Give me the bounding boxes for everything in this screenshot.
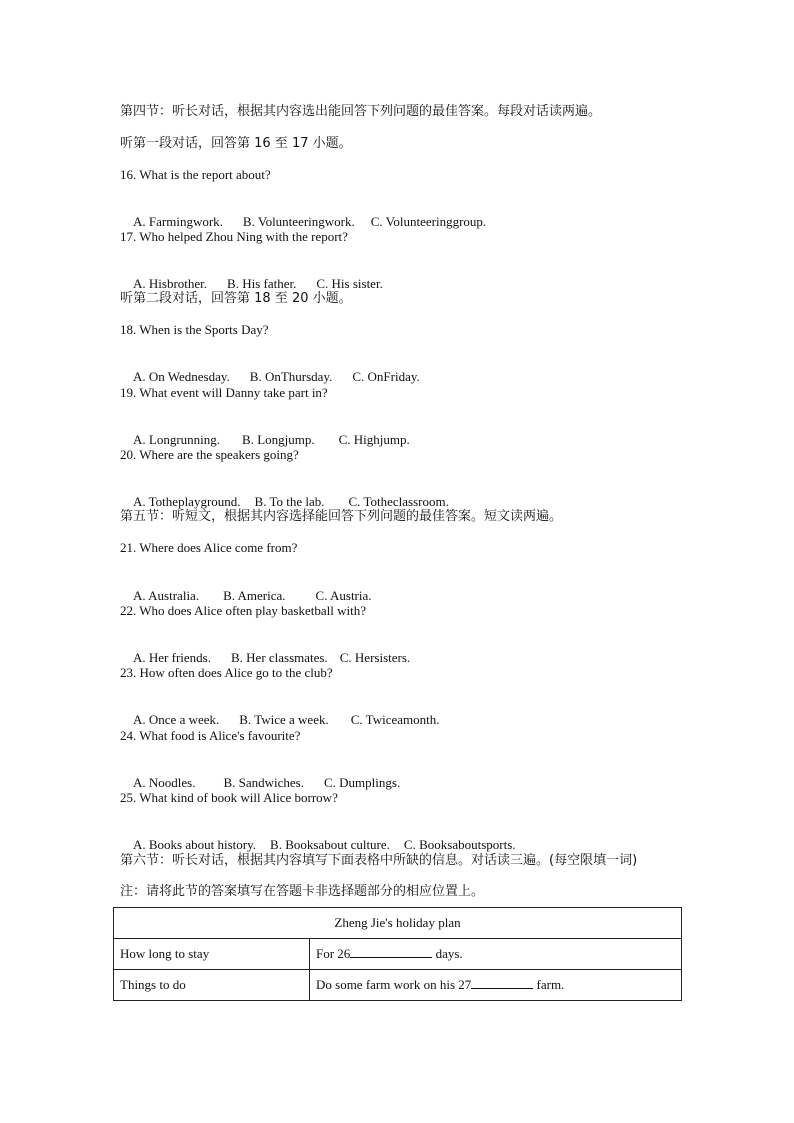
option-16-b: B. Volunteeringwork. xyxy=(242,214,355,229)
table-title-row xyxy=(114,908,682,939)
section4-heading: 第四节：听长对话，根据其内容选出能回答下列问题的最佳答案。每段对话读两遍。 xyxy=(120,104,602,119)
dialog2-instruction: 听第二段对话，回答第 18 至 20 小题。 xyxy=(120,291,352,306)
option-20-c: C. Totheclassroom. xyxy=(348,494,449,509)
option-18-c: C. OnFriday. xyxy=(352,369,420,384)
question-21: 21. Where does Alice come from? xyxy=(120,540,298,555)
option-22-b: B. Her classmates. xyxy=(230,650,328,665)
question-25: 25. What kind of book will Alice borrow? xyxy=(120,790,338,805)
option-25-c: C. Booksaboutsports. xyxy=(403,837,516,852)
option-23-c: C. Twiceamonth. xyxy=(350,712,440,727)
option-24-c: C. Dumplings. xyxy=(324,775,401,790)
option-20-a: A. Totheplayground. xyxy=(133,494,241,509)
option-18-a: A. On Wednesday. xyxy=(133,369,230,384)
answer-blank-26[interactable] xyxy=(350,946,432,958)
section6-heading: 第六节：听长对话，根据其内容填写下面表格中所缺的信息。对话读三遍。(每空限填一词) xyxy=(120,853,638,868)
option-23-b: B. Twice a week. xyxy=(239,712,329,727)
option-17-b: B. His father. xyxy=(227,276,297,291)
option-16-a: A. Farmingwork. xyxy=(133,214,223,229)
question-16: 16. What is the report about? xyxy=(120,167,271,182)
option-18-b: B. OnThursday. xyxy=(249,369,333,384)
answer-prefix-27: Do some farm work on his 27 xyxy=(316,977,472,992)
holiday-plan-table xyxy=(113,907,682,1001)
table-title: Zheng Jie's holiday plan xyxy=(114,908,682,939)
question-17: 17. Who helped Zhou Ning with the report? xyxy=(120,229,348,244)
row-label-how-long: How long to stay xyxy=(114,939,310,970)
row-value-things-to-do xyxy=(310,970,682,1001)
question-22: 22. Who does Alice often play basketball with? xyxy=(120,603,366,618)
question-24: 24. What food is Alice's favourite? xyxy=(120,728,301,743)
option-19-c: C. Highjump. xyxy=(338,432,410,447)
option-19-b: B. Longjump. xyxy=(242,432,315,447)
table-row xyxy=(114,970,682,1001)
table-row xyxy=(114,939,682,970)
answer-blank-27[interactable] xyxy=(471,977,533,989)
answer-prefix-26: For 26 xyxy=(316,946,351,961)
section5-heading: 第五节：听短文，根据其内容选择能回答下列问题的最佳答案。短文读两遍。 xyxy=(120,509,563,524)
option-22-a: A. Her friends. xyxy=(133,650,211,665)
row-value-how-long xyxy=(310,939,682,970)
option-25-a: A. Books about history. xyxy=(133,837,257,852)
question-23: 23. How often does Alice go to the club? xyxy=(120,665,333,680)
option-17-a: A. Hisbrother. xyxy=(133,276,208,291)
question-20: 20. Where are the speakers going? xyxy=(120,447,299,462)
option-21-c: C. Austria. xyxy=(315,588,372,603)
section6-note: 注：请将此节的答案填写在答题卡非选择题部分的相应位置上。 xyxy=(120,884,485,899)
question-19: 19. What event will Danny take part in? xyxy=(120,385,328,400)
option-16-c: C. Volunteeringgroup. xyxy=(370,214,487,229)
option-21-b: B. America. xyxy=(223,588,286,603)
option-22-c: C. Hersisters. xyxy=(339,650,411,665)
answer-suffix-27: farm. xyxy=(533,977,565,992)
question-18: 18. When is the Sports Day? xyxy=(120,322,269,337)
option-17-c: C. His sister. xyxy=(316,276,383,291)
option-21-a: A. Australia. xyxy=(133,588,200,603)
option-23-a: A. Once a week. xyxy=(133,712,220,727)
answer-suffix-26: days. xyxy=(432,946,463,961)
option-24-a: A. Noodles. xyxy=(133,775,196,790)
option-25-b: B. Booksabout culture. xyxy=(270,837,390,852)
row-label-things-to-do: Things to do xyxy=(114,970,310,1001)
option-19-a: A. Longrunning. xyxy=(133,432,221,447)
option-24-b: B. Sandwiches. xyxy=(223,775,304,790)
dialog1-instruction: 听第一段对话，回答第 16 至 17 小题。 xyxy=(120,136,352,151)
option-20-b: B. To the lab. xyxy=(254,494,325,509)
